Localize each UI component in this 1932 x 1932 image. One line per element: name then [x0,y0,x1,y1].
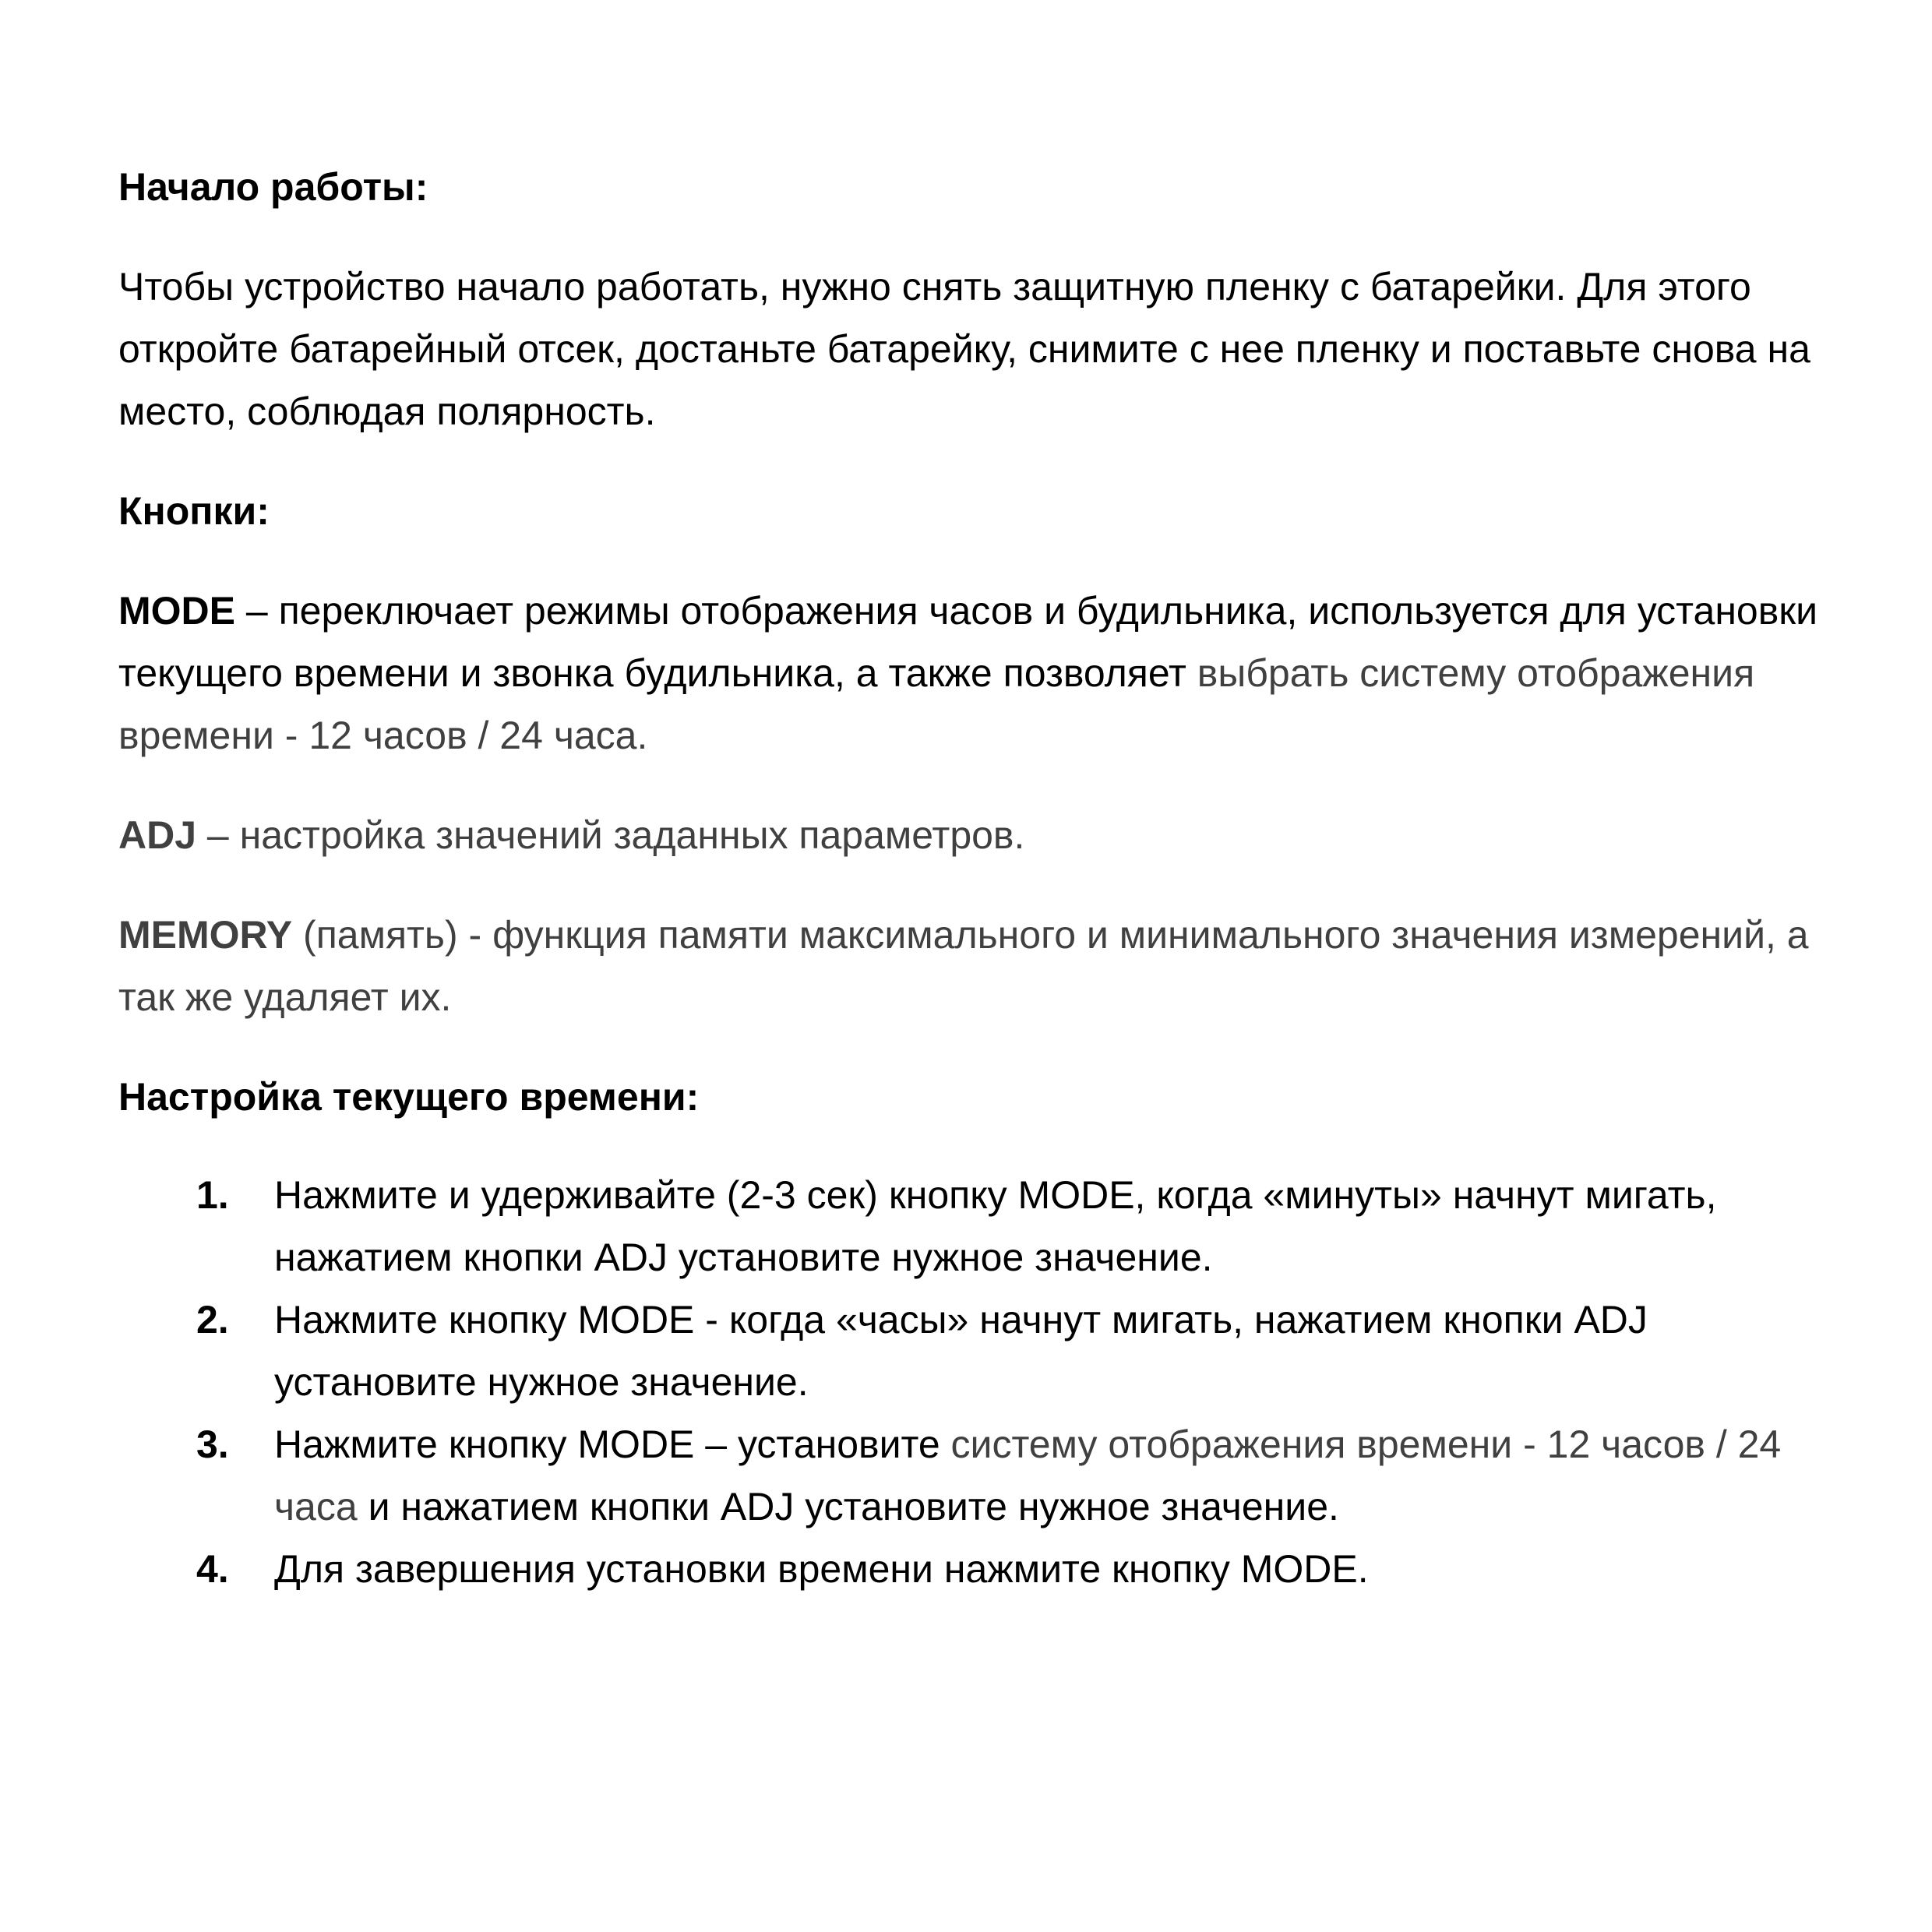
time-setup-steps [118,1164,1832,1600]
step-number: 2. [196,1298,229,1341]
paragraph-adj [118,804,1832,866]
step-text: Нажмите и удерживайте (2-3 сек) кнопку MODE, когда «минуты» начнут мигать, нажатием кнопки ADJ установите нужное значение. [274,1173,1717,1279]
mode-description: – переключает режимы отображения часов и будильника, используется для установки текущего времени и звонка будильника, а также позволяет [118,589,1818,695]
step-text: Для завершения установки времени нажмите кнопку MODE. [274,1547,1369,1591]
step-number: 4. [196,1547,229,1591]
mode-description-gray: выбрать систему отображения времени - 12 часов / 24 часа. [118,651,1755,757]
paragraph-memory [118,904,1832,1028]
memory-description: (память) - функция памяти максимального и минимального значения измерений, а так же удаляет их. [118,913,1809,1019]
step-text-before: Нажмите кнопку MODE – установите [274,1423,951,1466]
adj-description: – настройка значений заданных параметров. [196,813,1025,857]
document-page [118,156,1832,1600]
heading-time-setup: Настройка текущего времени: [118,1075,700,1119]
button-name-memory: MEMORY [118,913,293,957]
button-name-mode: MODE [118,589,235,633]
paragraph-mode [118,580,1832,767]
list-item [118,1164,1832,1289]
list-item [118,1413,1832,1538]
button-name-adj: ADJ [118,813,197,857]
list-item [118,1289,1832,1413]
heading-buttons: Кнопки: [118,489,270,533]
paragraph-start: Чтобы устройство начало работать, нужно снять защитную пленку с батарейки. Для этого откройте батарейный отсек, достаньте батарейку, снимите с нее пленку и поставьте снова на место, соблюдая полярность. [118,265,1810,433]
heading-start: Начало работы: [118,165,428,209]
step-number: 1. [196,1173,229,1217]
step-text: Нажмите кнопку MODE - когда «часы» начнут мигать, нажатием кнопки ADJ установите нужное значение. [274,1298,1648,1404]
step-text-gray: систему отображения времени - 12 часов / 24 часа [274,1423,1782,1528]
list-item [118,1538,1832,1600]
step-text-after: и нажатием кнопки ADJ установите нужное значение. [357,1485,1339,1528]
step-number: 3. [196,1423,229,1466]
